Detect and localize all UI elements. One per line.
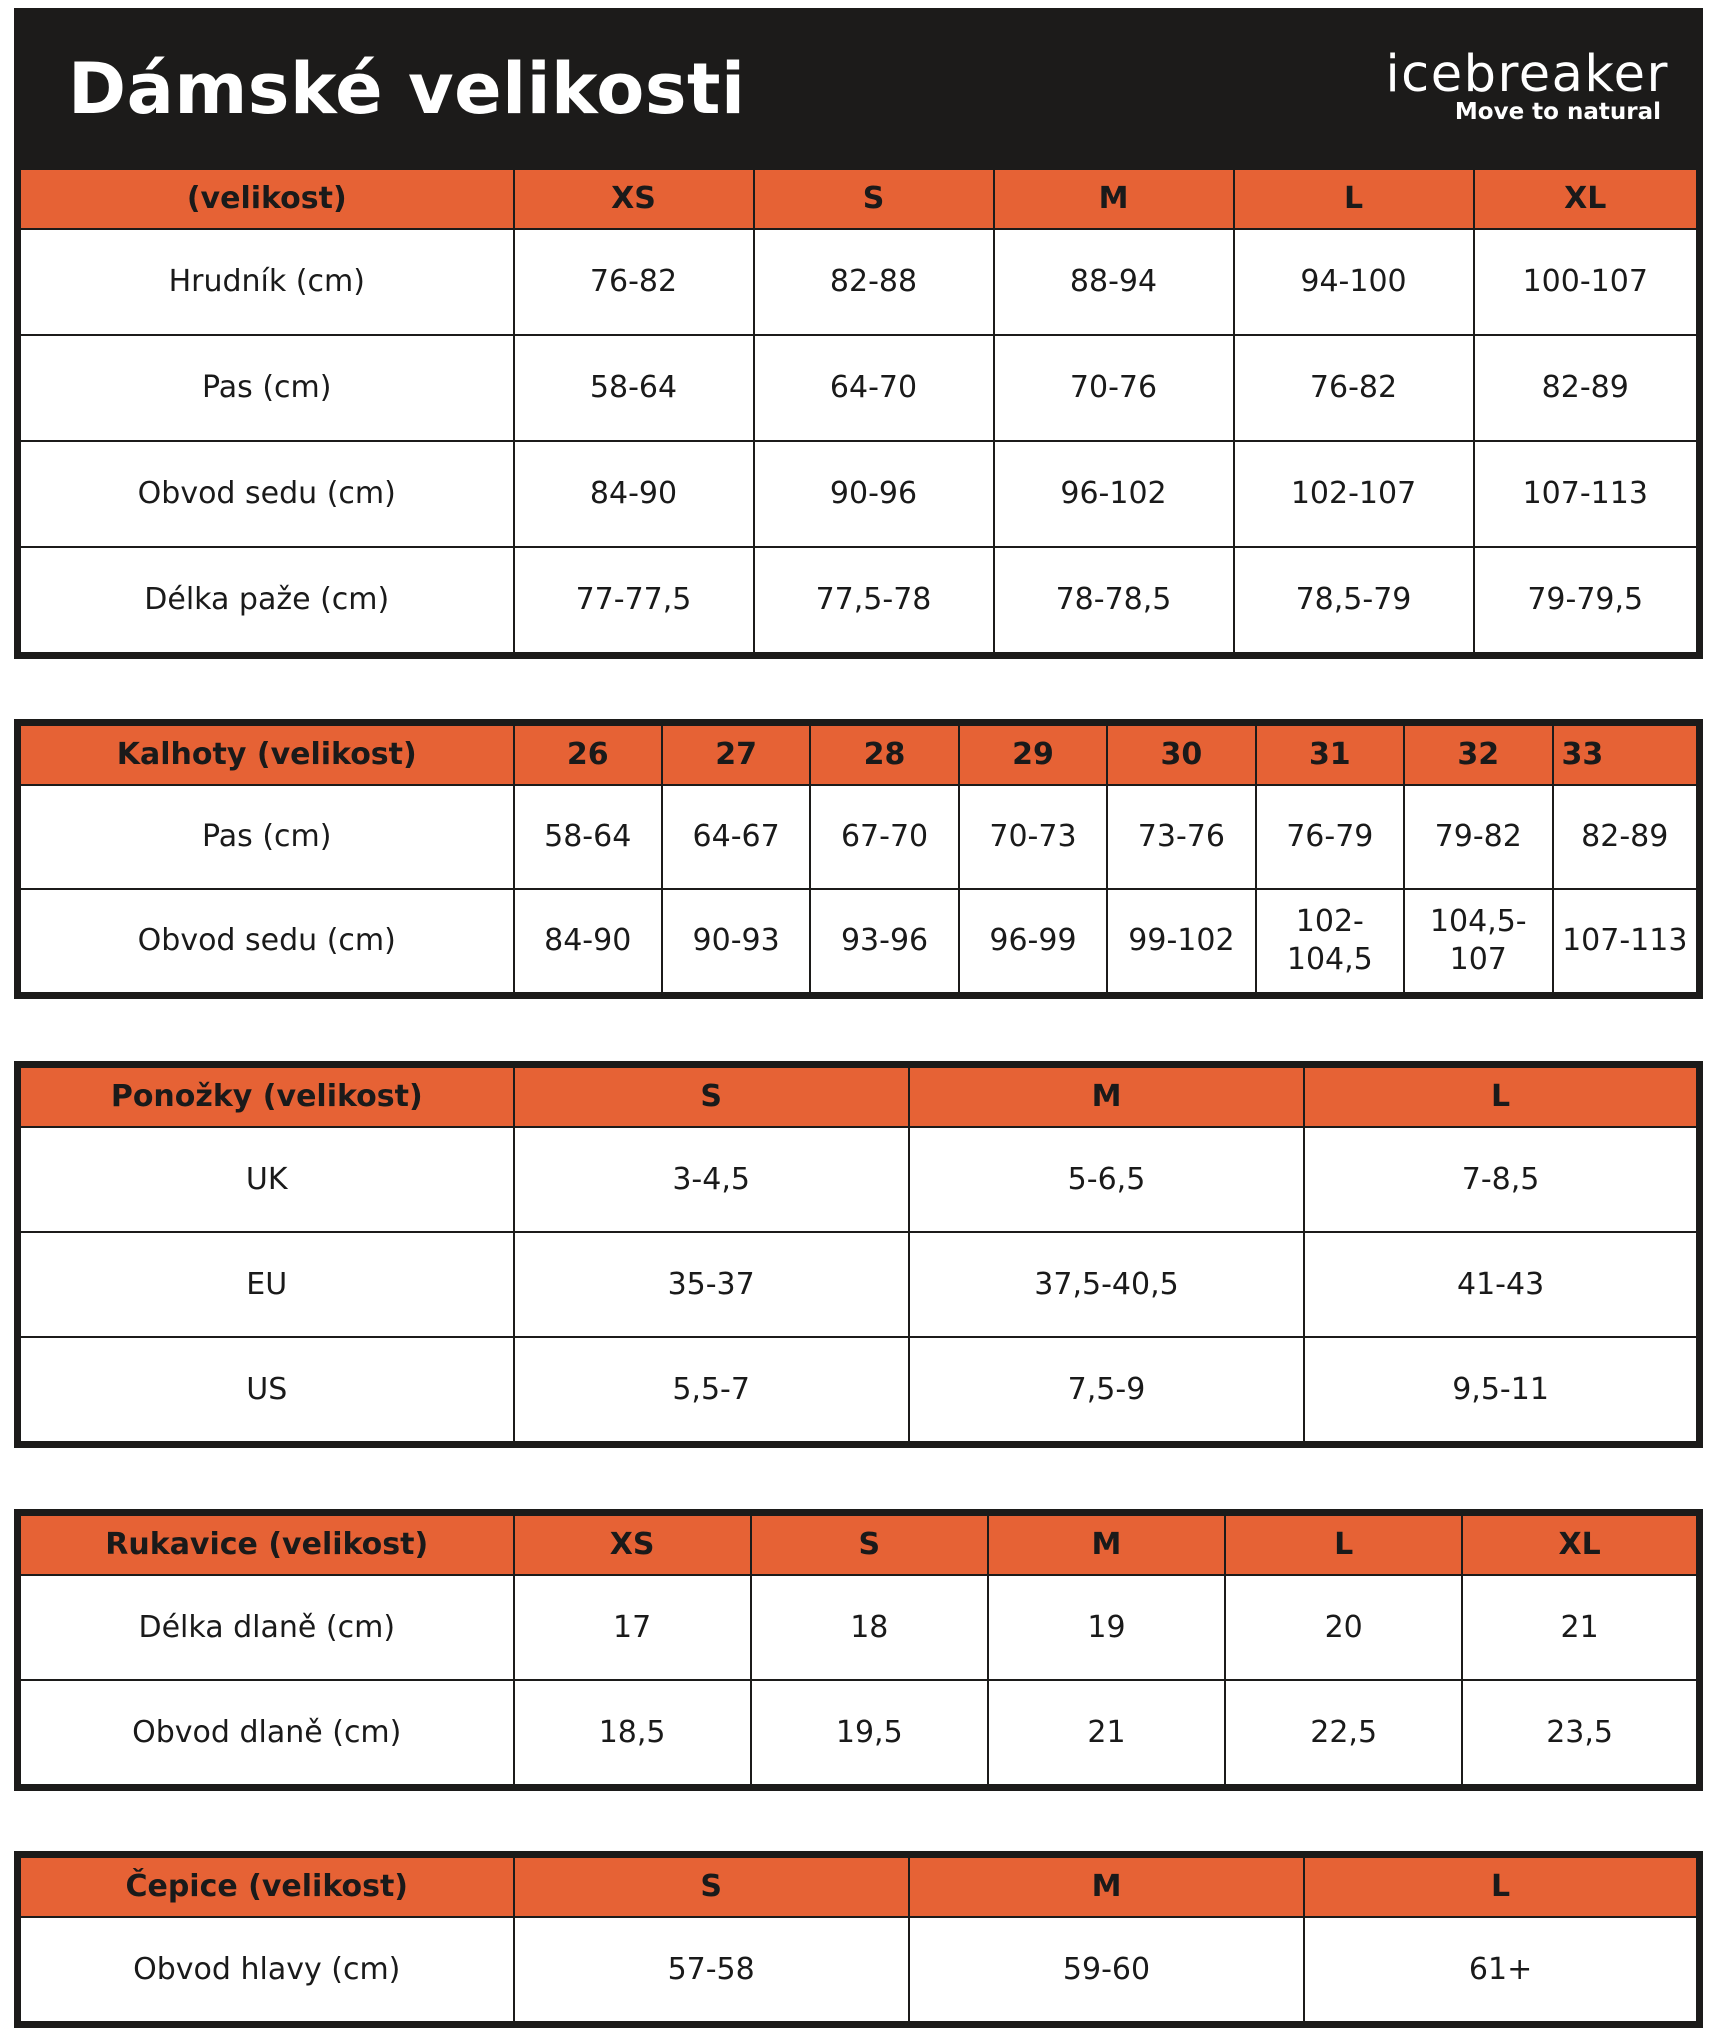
table-cell: 104,5-107 [1404,889,1552,996]
page-header [14,8,1703,165]
header-cell: Ponožky (velikost) [18,1065,514,1128]
hats-size-table [14,1851,1703,2028]
header-cell: (velikost) [18,167,514,230]
table-cell: 102-104,5 [1256,889,1404,996]
table-cell: 61+ [1304,1917,1699,2025]
table-cell: 5,5-7 [514,1337,909,1445]
table-cell: 102-107 [1234,441,1474,547]
table-row [18,547,1700,656]
header-cell: S [514,1065,909,1128]
brand-name: icebreaker [1385,45,1669,104]
table-cell: 77,5-78 [754,547,994,656]
table-cell: 79-82 [1404,785,1552,889]
table-cell: 90-96 [754,441,994,547]
header-cell: S [754,167,994,230]
header-cell: M [994,167,1234,230]
table-cell: 37,5-40,5 [909,1232,1304,1337]
table-cell: 96-102 [994,441,1234,547]
table-cell: 82-89 [1474,335,1700,441]
header-cell: M [909,1855,1304,1918]
header-cell: M [988,1513,1225,1576]
table-cell: 64-70 [754,335,994,441]
header-cell: XS [514,167,754,230]
table-row [18,1575,1700,1680]
table-cell: 78-78,5 [994,547,1234,656]
header-cell: L [1234,167,1474,230]
table-cell: 17 [514,1575,751,1680]
row-label: Obvod dlaně (cm) [18,1680,514,1788]
table-row [18,441,1700,547]
table-cell: 58-64 [514,335,754,441]
table-row [18,1917,1700,2025]
header-cell: Čepice (velikost) [18,1855,514,1918]
row-label: UK [18,1127,514,1232]
row-label: US [18,1337,514,1445]
header-cell: 32 [1404,723,1552,786]
header-cell: XL [1462,1513,1699,1576]
table-cell: 7-8,5 [1304,1127,1699,1232]
header-cell: XS [514,1513,751,1576]
table-cell: 90-93 [662,889,810,996]
table-cell: 22,5 [1225,1680,1462,1788]
table-cell: 76-79 [1256,785,1404,889]
table-header-row [18,167,1700,230]
table-row [18,1232,1700,1337]
header-cell: 30 [1107,723,1255,786]
table-header-row [18,723,1700,786]
table-row [18,1680,1700,1788]
table-cell: 20 [1225,1575,1462,1680]
header-cell: Rukavice (velikost) [18,1513,514,1576]
table-row [18,1127,1700,1232]
brand-tagline: Move to natural [1454,99,1661,125]
table-cell: 96-99 [959,889,1107,996]
row-label: Pas (cm) [18,785,514,889]
header-cell: L [1304,1855,1699,1918]
table-cell: 5-6,5 [909,1127,1304,1232]
header-cell: L [1225,1513,1462,1576]
table-cell: 70-76 [994,335,1234,441]
header-cell: 26 [514,723,662,786]
table-cell: 9,5-11 [1304,1337,1699,1445]
table-cell: 67-70 [810,785,958,889]
table-cell: 21 [1462,1575,1699,1680]
row-label: Pas (cm) [18,335,514,441]
gloves-size-table [14,1509,1703,1791]
table-row [18,335,1700,441]
header-cell: 27 [662,723,810,786]
table-cell: 76-82 [1234,335,1474,441]
table-cell: 79-79,5 [1474,547,1700,656]
table-cell: 59-60 [909,1917,1304,2025]
table-cell: 21 [988,1680,1225,1788]
socks-size-table [14,1061,1703,1448]
table-cell: 99-102 [1107,889,1255,996]
table-cell: 84-90 [514,889,662,996]
table-cell: 58-64 [514,785,662,889]
header-cell: XL [1474,167,1700,230]
table-row [18,229,1700,335]
header-cell: Kalhoty (velikost) [18,723,514,786]
row-label: Délka paže (cm) [18,547,514,656]
table-cell: 107-113 [1474,441,1700,547]
table-row [18,1337,1700,1445]
table-cell: 57-58 [514,1917,909,2025]
table-header-row [18,1513,1700,1576]
table-cell: 76-82 [514,229,754,335]
header-cell: 29 [959,723,1107,786]
header-cell: 28 [810,723,958,786]
row-label: Obvod sedu (cm) [18,889,514,996]
table-cell: 64-67 [662,785,810,889]
table-cell: 23,5 [1462,1680,1699,1788]
table-cell: 18 [751,1575,988,1680]
table-cell: 73-76 [1107,785,1255,889]
table-cell: 7,5-9 [909,1337,1304,1445]
table-cell: 107-113 [1553,889,1700,996]
table-cell: 18,5 [514,1680,751,1788]
table-cell: 19 [988,1575,1225,1680]
table-cell: 82-89 [1553,785,1700,889]
row-label: Délka dlaně (cm) [18,1575,514,1680]
table-cell: 19,5 [751,1680,988,1788]
pants-size-table [14,719,1703,999]
table-cell: 35-37 [514,1232,909,1337]
table-cell: 82-88 [754,229,994,335]
brand-logo [1385,45,1670,125]
table-cell: 77-77,5 [514,547,754,656]
table-cell: 78,5-79 [1234,547,1474,656]
table-cell: 70-73 [959,785,1107,889]
table-cell: 88-94 [994,229,1234,335]
row-label: EU [18,1232,514,1337]
header-cell: 31 [1256,723,1404,786]
table-cell: 84-90 [514,441,754,547]
table-header-row [18,1855,1700,1918]
table-cell: 93-96 [810,889,958,996]
header-cell: M [909,1065,1304,1128]
row-label: Obvod hlavy (cm) [18,1917,514,2025]
header-cell: 33 [1553,723,1700,786]
header-cell: S [514,1855,909,1918]
table-cell: 3-4,5 [514,1127,909,1232]
table-cell: 41-43 [1304,1232,1699,1337]
tops-size-table [14,163,1703,659]
table-row [18,889,1700,996]
table-row [18,785,1700,889]
row-label: Hrudník (cm) [18,229,514,335]
page-title: Dámské velikosti [68,48,746,130]
row-label: Obvod sedu (cm) [18,441,514,547]
header-cell: L [1304,1065,1699,1128]
table-header-row [18,1065,1700,1128]
table-cell: 94-100 [1234,229,1474,335]
table-cell: 100-107 [1474,229,1700,335]
header-cell: S [751,1513,988,1576]
